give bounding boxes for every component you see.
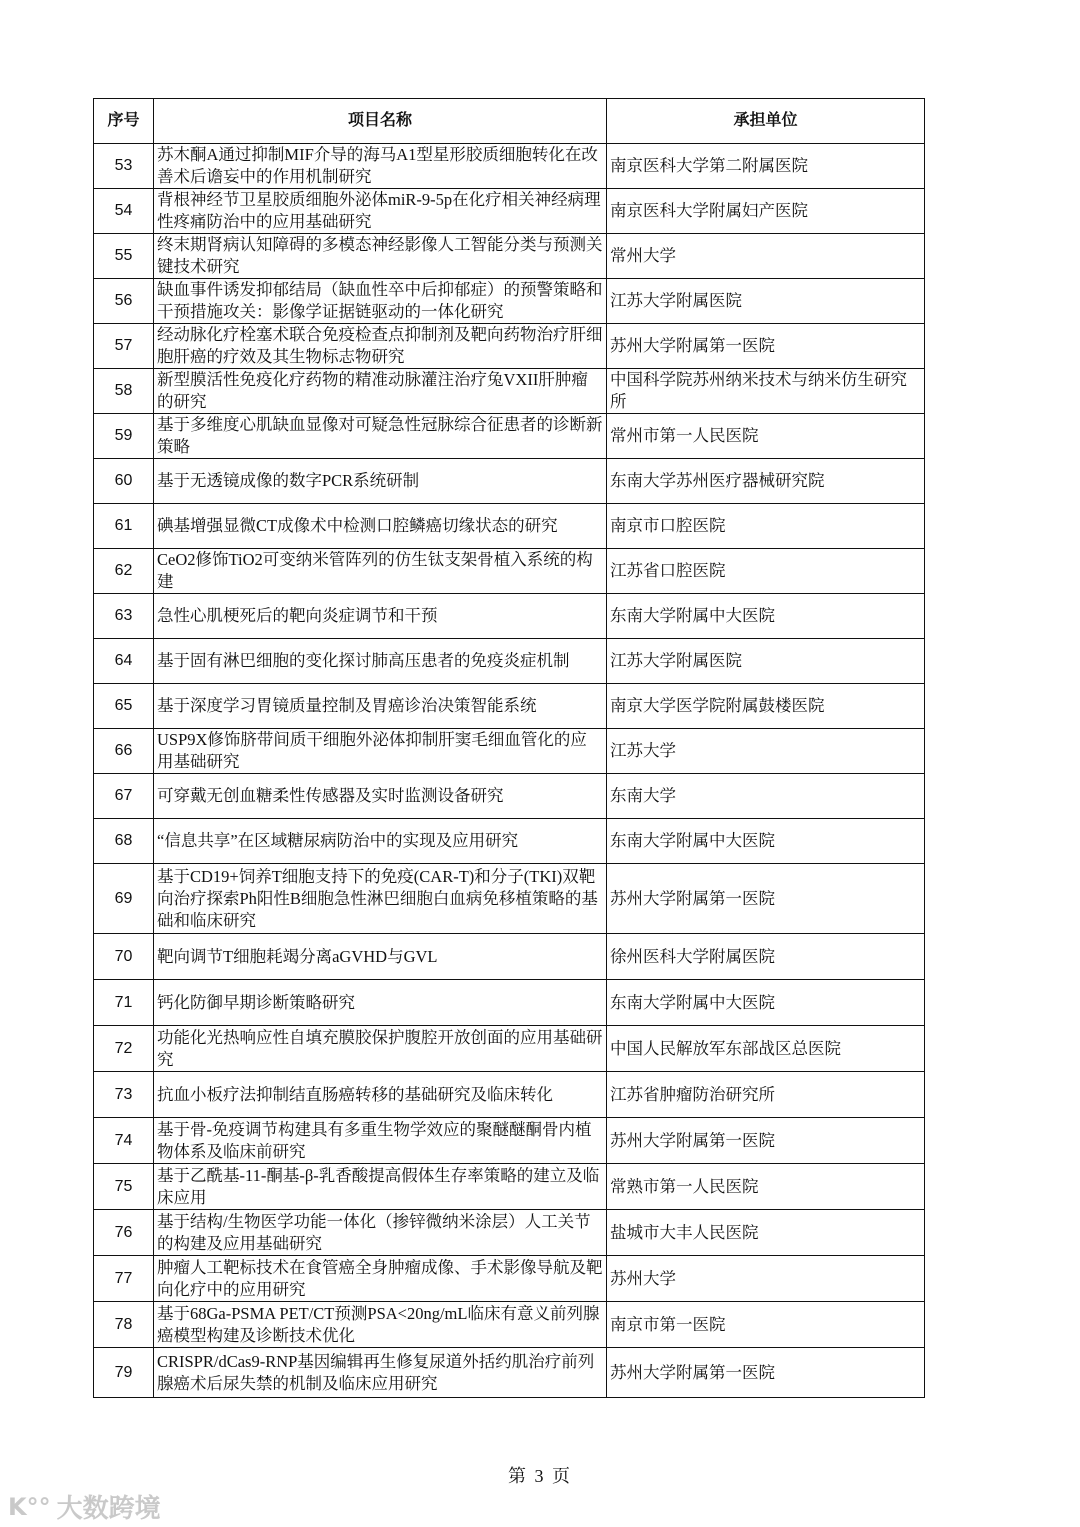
cell-unit: 东南大学附属中大医院 [607,594,925,639]
cell-unit: 东南大学附属中大医院 [607,980,925,1026]
cell-index: 75 [94,1164,154,1210]
cell-unit: 南京市第一医院 [607,1302,925,1348]
table-row [94,459,925,504]
cell-index: 72 [94,1026,154,1072]
table-row [94,234,925,279]
cell-project-name: CRISPR/dCas9-RNP基因编辑再生修复尿道外括约肌治疗前列腺癌术后尿失禁的机制及临床应用研究 [154,1348,607,1398]
cell-project-name: “信息共享”在区域糖尿病防治中的实现及应用研究 [154,819,607,864]
cell-index: 64 [94,639,154,684]
cell-project-name: 经动脉化疗栓塞术联合免疫检查点抑制剂及靶向药物治疗肝细胞肝癌的疗效及其生物标志物研究 [154,324,607,369]
cell-project-name: 基于固有淋巴细胞的变化探讨肺高压患者的免疫炎症机制 [154,639,607,684]
cell-project-name: 缺血事件诱发抑郁结局（缺血性卒中后抑郁症）的预警策略和干预措施攻关：影像学证据链驱动的一体化研究 [154,279,607,324]
cell-index: 63 [94,594,154,639]
table-body [94,144,925,1398]
cell-unit: 江苏省口腔医院 [607,549,925,594]
cell-index: 61 [94,504,154,549]
table-row [94,684,925,729]
cell-project-name: 基于骨-免疫调节构建具有多重生物学效应的聚醚醚酮骨内植物体系及临床前研究 [154,1118,607,1164]
table-row [94,279,925,324]
cell-project-name: 功能化光热响应性自填充膜胶保护腹腔开放创面的应用基础研究 [154,1026,607,1072]
table-row [94,1256,925,1302]
watermark-logo-icon: K°° [8,1492,51,1521]
cell-project-name: 基于68Ga-PSMA PET/CT预测PSA<20ng/mL临床有意义前列腺癌模型构建及诊断技术优化 [154,1302,607,1348]
cell-unit: 常州大学 [607,234,925,279]
table-row [94,1072,925,1118]
table-row [94,324,925,369]
cell-unit: 常熟市第一人民医院 [607,1164,925,1210]
cell-index: 62 [94,549,154,594]
cell-index: 60 [94,459,154,504]
header-project-name: 项目名称 [154,99,607,144]
cell-index: 78 [94,1302,154,1348]
cell-project-name: 基于多维度心肌缺血显像对可疑急性冠脉综合征患者的诊断新策略 [154,414,607,459]
cell-project-name: 碘基增强显微CT成像术中检测口腔鳞癌切缘状态的研究 [154,504,607,549]
cell-index: 66 [94,729,154,774]
table-header-row [94,99,925,144]
cell-index: 79 [94,1348,154,1398]
cell-index: 77 [94,1256,154,1302]
cell-unit: 江苏大学 [607,729,925,774]
cell-unit: 中国人民解放军东部战区总医院 [607,1026,925,1072]
cell-index: 56 [94,279,154,324]
cell-unit: 苏州大学附属第一医院 [607,1118,925,1164]
cell-unit: 南京市口腔医院 [607,504,925,549]
cell-index: 55 [94,234,154,279]
table-row [94,594,925,639]
cell-index: 76 [94,1210,154,1256]
cell-unit: 苏州大学附属第一医院 [607,1348,925,1398]
cell-index: 67 [94,774,154,819]
cell-project-name: 基于结构/生物医学功能一体化（掺锌微纳米涂层）人工关节的构建及应用基础研究 [154,1210,607,1256]
table-row [94,414,925,459]
cell-unit: 苏州大学附属第一医院 [607,324,925,369]
cell-unit: 中国科学院苏州纳米技术与纳米仿生研究所 [607,369,925,414]
cell-unit: 南京医科大学附属妇产医院 [607,189,925,234]
table-row [94,369,925,414]
table-row [94,1118,925,1164]
cell-index: 65 [94,684,154,729]
table-row [94,819,925,864]
cell-unit: 江苏大学附属医院 [607,279,925,324]
table-row [94,1302,925,1348]
cell-unit: 苏州大学 [607,1256,925,1302]
table-row [94,504,925,549]
table-row [94,1348,925,1398]
cell-project-name: 急性心肌梗死后的靶向炎症调节和干预 [154,594,607,639]
cell-project-name: 靶向调节T细胞耗竭分离aGVHD与GVL [154,934,607,980]
table-row [94,639,925,684]
table-row [94,144,925,189]
cell-project-name: 基于无透镜成像的数字PCR系统研制 [154,459,607,504]
cell-project-name: CeO2修饰TiO2可变纳米管阵列的仿生钛支架骨植入系统的构建 [154,549,607,594]
cell-unit: 东南大学苏州医疗器械研究院 [607,459,925,504]
cell-index: 54 [94,189,154,234]
cell-index: 53 [94,144,154,189]
cell-index: 68 [94,819,154,864]
cell-project-name: 肿瘤人工靶标技术在食管癌全身肿瘤成像、手术影像导航及靶向化疗中的应用研究 [154,1256,607,1302]
cell-index: 69 [94,864,154,934]
cell-project-name: 苏木酮A通过抑制MIF介导的海马A1型星形胶质细胞转化在改善术后谵妄中的作用机制研究 [154,144,607,189]
header-index: 序号 [94,99,154,144]
cell-unit: 盐城市大丰人民医院 [607,1210,925,1256]
cell-index: 70 [94,934,154,980]
cell-unit: 南京大学医学院附属鼓楼医院 [607,684,925,729]
page-number: 第 3 页 [508,1466,572,1486]
cell-index: 58 [94,369,154,414]
watermark-text: 大数跨境 [56,1494,161,1524]
cell-index: 59 [94,414,154,459]
table-row [94,1210,925,1256]
cell-project-name: 钙化防御早期诊断策略研究 [154,980,607,1026]
table-row [94,934,925,980]
table-row [94,1164,925,1210]
cell-project-name: 终末期肾病认知障碍的多模态神经影像人工智能分类与预测关键技术研究 [154,234,607,279]
table-row [94,549,925,594]
header-unit: 承担单位 [607,99,925,144]
project-table [93,98,925,1398]
cell-project-name: 新型膜活性免疫化疗药物的精准动脉灌注治疗兔VXII肝肿瘤的研究 [154,369,607,414]
cell-index: 74 [94,1118,154,1164]
cell-unit: 常州市第一人民医院 [607,414,925,459]
table-row [94,189,925,234]
table-row [94,774,925,819]
cell-unit: 南京医科大学第二附属医院 [607,144,925,189]
cell-unit: 江苏大学附属医院 [607,639,925,684]
table-row [94,729,925,774]
cell-index: 73 [94,1072,154,1118]
cell-unit: 江苏省肿瘤防治研究所 [607,1072,925,1118]
cell-project-name: 基于CD19+饲养T细胞支持下的免疫(CAR-T)和分子(TKI)双靶向治疗探索Ph阳性B细胞急性淋巴细胞白血病免移植策略的基础和临床研究 [154,864,607,934]
table-row [94,980,925,1026]
watermark [8,1488,161,1525]
cell-unit: 徐州医科大学附属医院 [607,934,925,980]
cell-project-name: 可穿戴无创血糖柔性传感器及实时监测设备研究 [154,774,607,819]
cell-project-name: 基于深度学习胃镜质量控制及胃癌诊治决策智能系统 [154,684,607,729]
cell-index: 71 [94,980,154,1026]
cell-project-name: 抗血小板疗法抑制结直肠癌转移的基础研究及临床转化 [154,1072,607,1118]
table-row [94,1026,925,1072]
cell-index: 57 [94,324,154,369]
cell-project-name: 基于乙酰基-11-酮基-β-乳香酸提高假体生存率策略的建立及临床应用 [154,1164,607,1210]
cell-unit: 东南大学 [607,774,925,819]
table-row [94,864,925,934]
cell-unit: 东南大学附属中大医院 [607,819,925,864]
cell-project-name: USP9X修饰脐带间质干细胞外泌体抑制肝窦毛细血管化的应用基础研究 [154,729,607,774]
cell-unit: 苏州大学附属第一医院 [607,864,925,934]
cell-project-name: 背根神经节卫星胶质细胞外泌体miR-9-5p在化疗相关神经病理性疼痛防治中的应用基础研究 [154,189,607,234]
